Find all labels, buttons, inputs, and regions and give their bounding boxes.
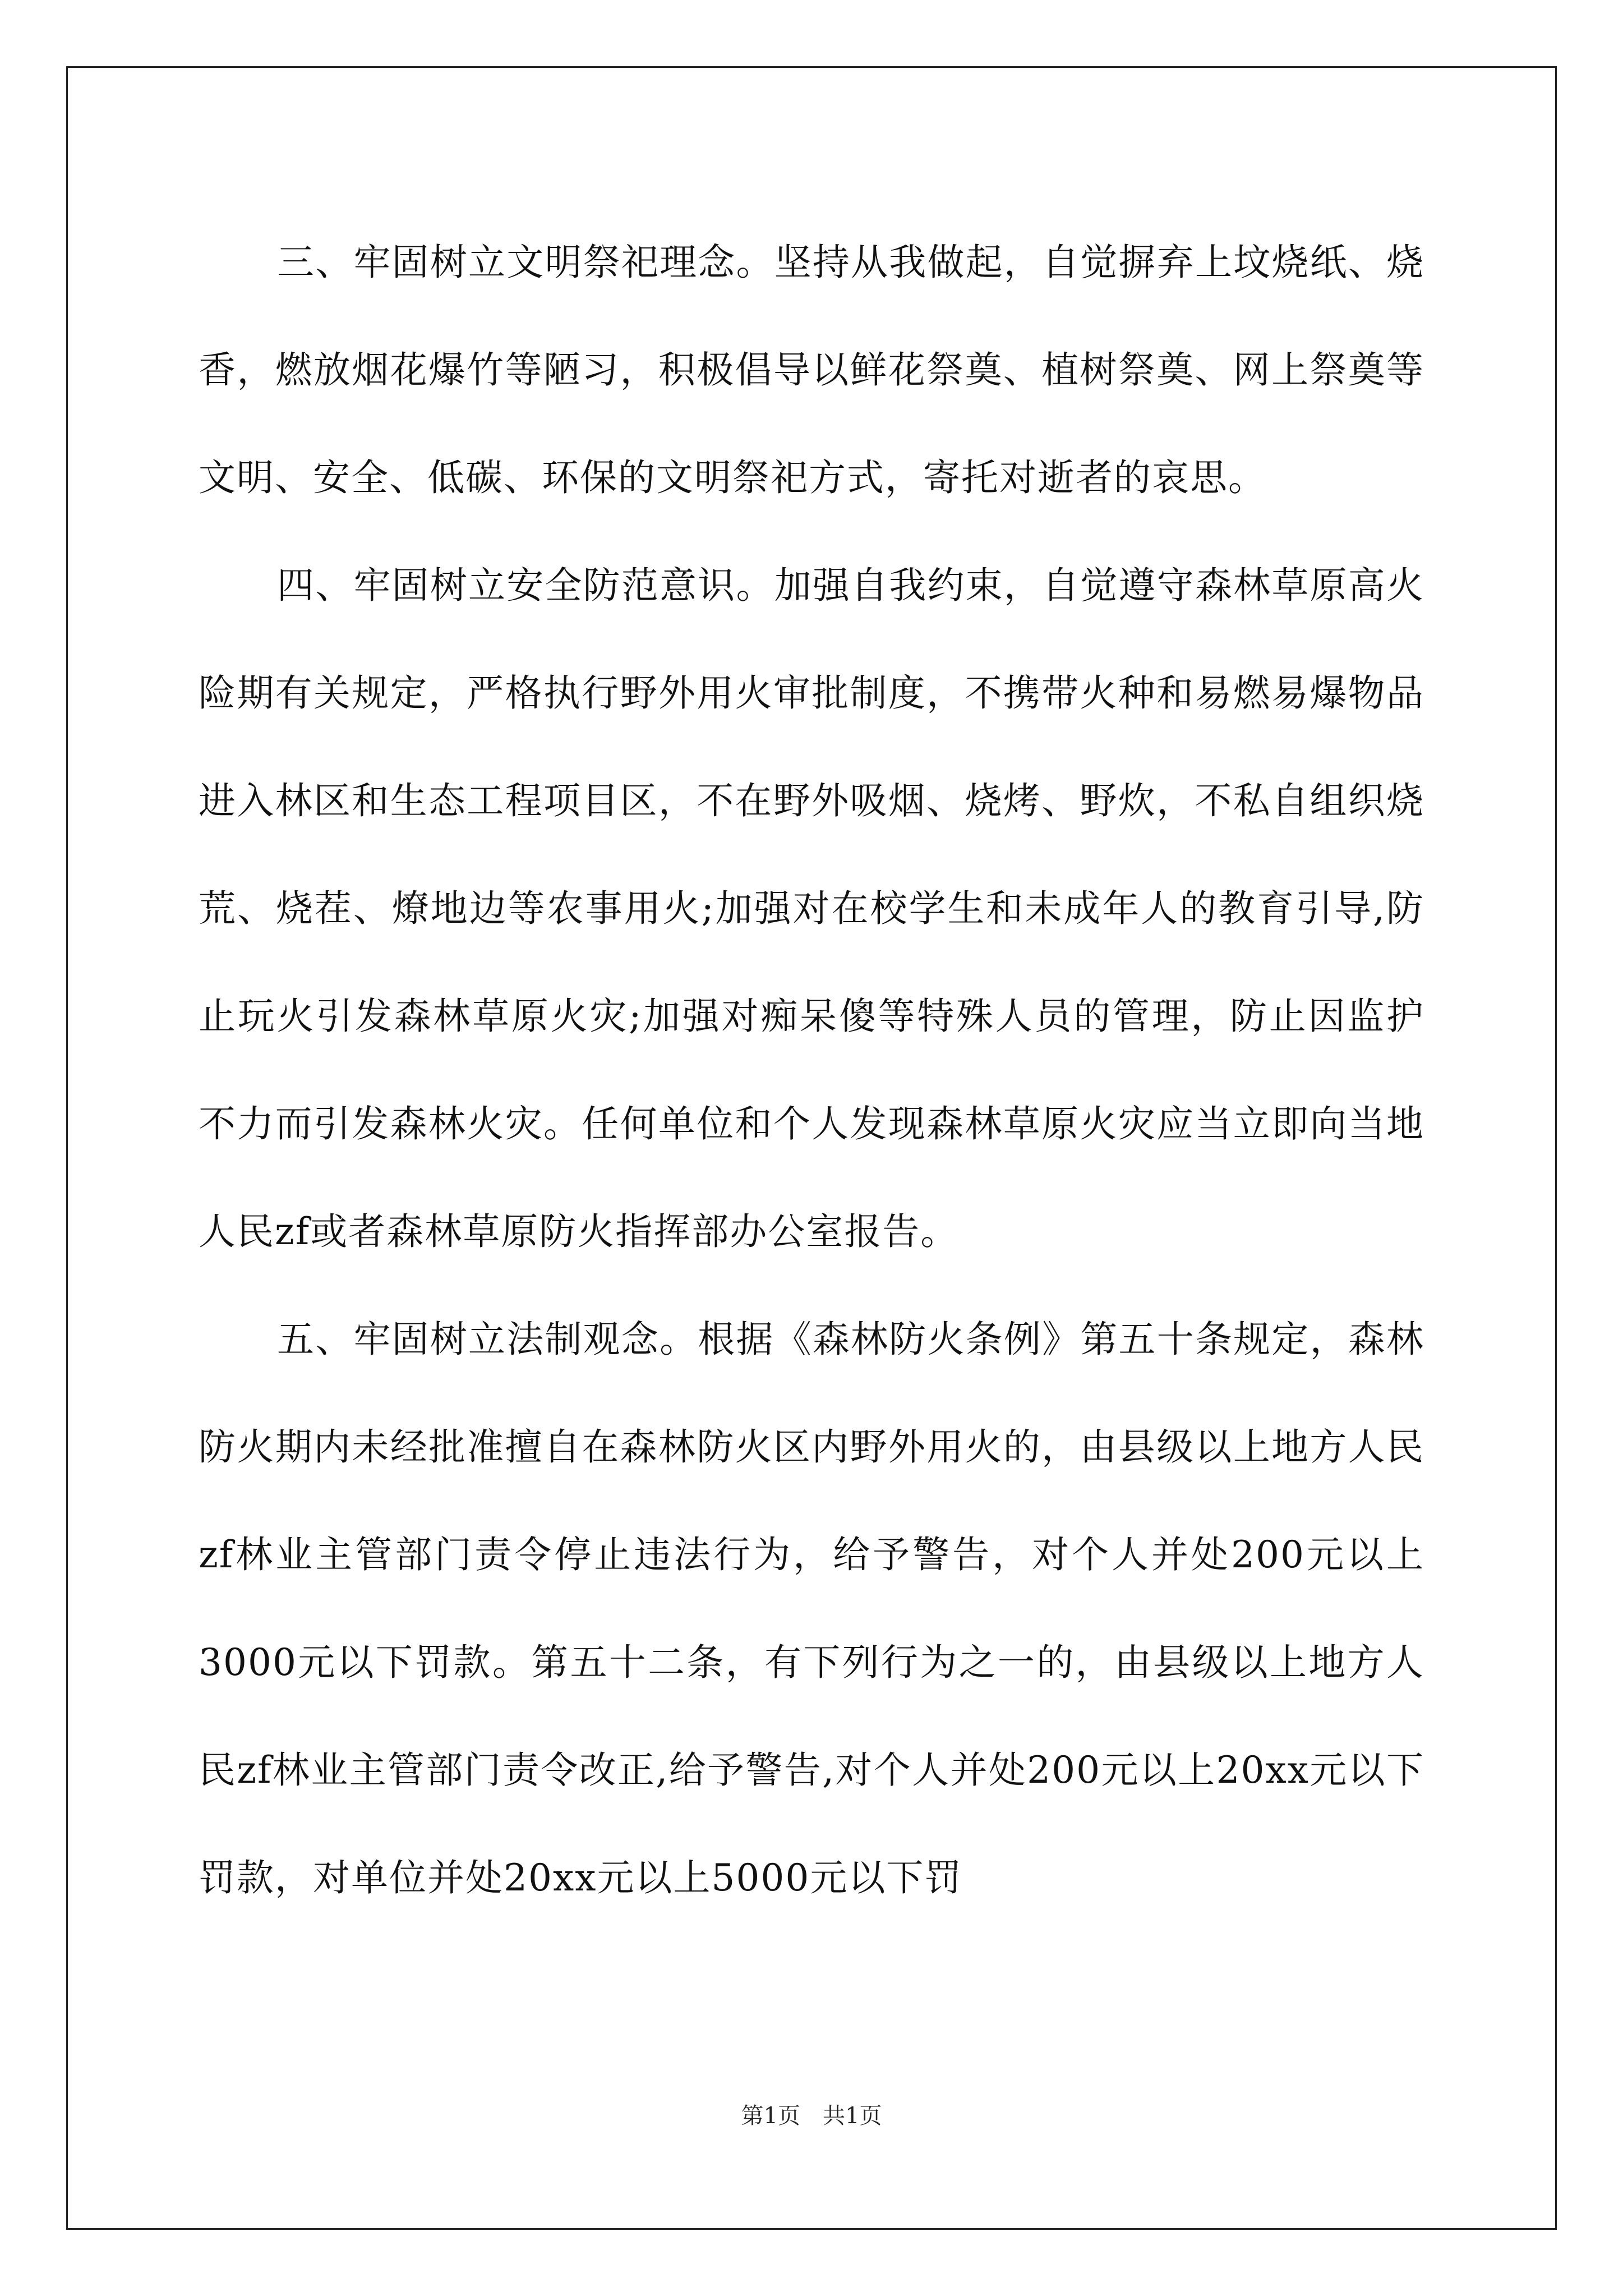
document-body bbox=[199, 209, 1424, 1932]
paragraph-5: 五、牢固树立法制观念。根据《森林防火条例》第五十条规定，森林防火期内未经批准擅自在森林防火区内野外用火的，由县级以上地方人民zf林业主管部门责令停止违法行为，给予警告，对个人并处200元以上3000元以下罚款。第五十二条，有下列行为之一的，由县级以上地方人民zf林业主管部门责令改正,给予警告,对个人并处200元以上20xx元以下罚款，对单位并处20xx元以上5000元以下罚 bbox=[199, 1318, 1424, 1899]
paragraph-4: 四、牢固树立安全防范意识。加强自我约束，自觉遵守森林草原高火险期有关规定，严格执行野外用火审批制度，不携带火种和易燃易爆物品进入林区和生态工程项目区，不在野外吸烟、烧烤、野炊，不私自组织烧荒、烧茬、燎地边等农事用火;加强对在校学生和未成年人的教育引导,防止玩火引发森林草原火灾;加强对痴呆傻等特殊人员的管理，防止因监护不力而引发森林火灾。任何单位和个人发现森林草原火灾应当立即向当地人民zf或者森林草原防火指挥部办公室报告。 bbox=[199, 564, 1424, 1253]
page-number-footer: 第1页 共1页 bbox=[741, 2103, 882, 2129]
paragraph-3: 三、牢固树立文明祭祀理念。坚持从我做起，自觉摒弃上坟烧纸、烧香，燃放烟花爆竹等陋习，积极倡导以鲜花祭奠、植树祭奠、网上祭奠等文明、安全、低碳、环保的文明祭祀方式，寄托对逝者的哀思。 bbox=[199, 241, 1424, 499]
